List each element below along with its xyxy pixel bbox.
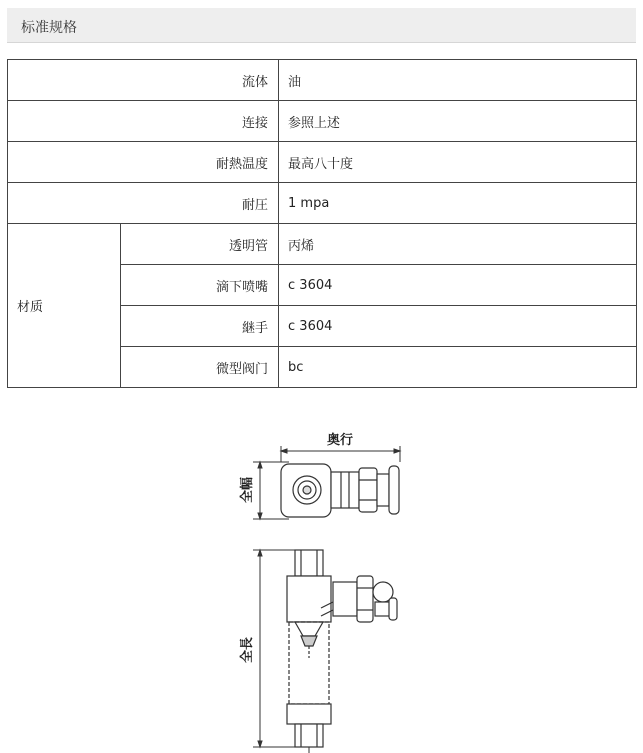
row-label: 滴下喷嘴 [121, 265, 279, 306]
row-value: 最高八十度 [279, 142, 637, 183]
dimension-diagram [225, 422, 425, 753]
row-value: bc [279, 347, 637, 388]
row-label: 耐圧 [8, 183, 279, 224]
row-value: c 3604 [279, 265, 637, 306]
side-view-body [287, 550, 397, 747]
row-value: c 3604 [279, 306, 637, 347]
table-row [8, 142, 637, 183]
spec-table [7, 59, 637, 388]
row-label: 流体 [8, 60, 279, 101]
table-row [8, 224, 637, 265]
row-label: 连接 [8, 101, 279, 142]
material-group-label: 材质 [8, 224, 121, 388]
depth-label: 奥行 [326, 433, 354, 448]
top-view-body [281, 464, 399, 517]
row-label: 耐熱温度 [8, 142, 279, 183]
section-title: 标准规格 [21, 20, 77, 36]
row-label: 透明管 [121, 224, 279, 265]
width-label: 全幅 [240, 476, 255, 504]
table-row [8, 101, 637, 142]
row-label: 微型阀门 [121, 347, 279, 388]
length-label: 全長 [240, 636, 255, 664]
table-row [8, 183, 637, 224]
section-header [7, 8, 636, 43]
row-value: 1 mpa [279, 183, 637, 224]
row-value: 丙烯 [279, 224, 637, 265]
row-value: 参照上述 [279, 101, 637, 142]
row-label: 継手 [121, 306, 279, 347]
table-row [8, 60, 637, 101]
row-value: 油 [279, 60, 637, 101]
